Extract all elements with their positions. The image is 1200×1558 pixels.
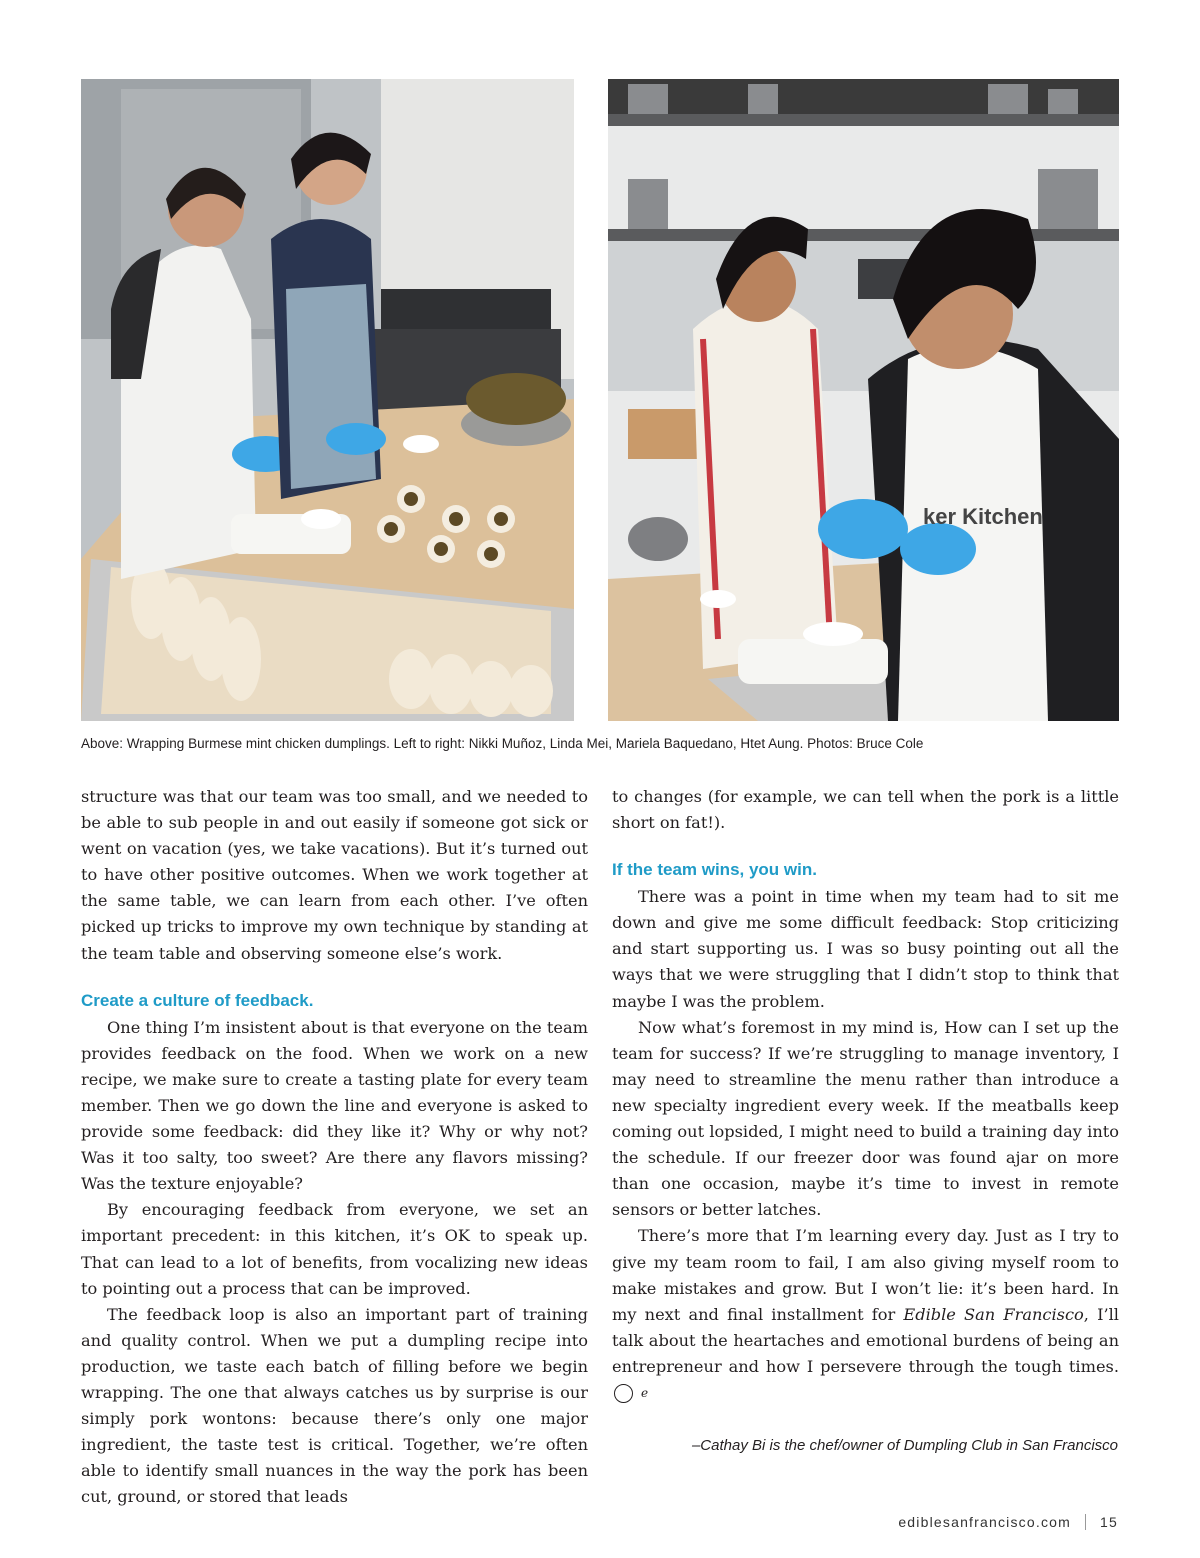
paragraph-text: , I’ll talk about the heartaches and emotional burdens of being an entrepreneur and how I persevere through the tough times.: [612, 1304, 1119, 1376]
paragraph: structure was that our team was too small, and we needed to be able to sub people in and out easily if someone got sick or went on vacation (yes, we take vacations). But it’s turned out to have other positive outcomes. When we work together at the same table, we can learn from each other. I’ve often picked up tricks to improve my own technique by standing at the team table and observing someone else’s work.: [81, 787, 588, 963]
website-url: ediblesanfrancisco.com: [898, 1514, 1072, 1530]
paragraph-final: [612, 1223, 1119, 1406]
section-heading: Create a culture of feedback.: [81, 990, 314, 1010]
paragraph-text: There’s more that I’m learning every day. Just as I try to give my team room to fail, I am also giving myself room to make mistakes and grow. But I won’t lie: it’s been hard. In my next and final installment for: [612, 1226, 1119, 1324]
paragraph: One thing I’m insistent about is that everyone on the team provides feedback on the food. When we work on a new recipe, we make sure to create a tasting plate for every team member. Then we go down the line and everyone is asked to provide some feedback: did they like it? Why or why not? Was it too salty, too sweet? Are there any flavors missing? Was the texture enjoyable?: [81, 1017, 588, 1194]
photo-right-illustration: [608, 79, 1119, 721]
photo-dumpling-wrapping-right: [608, 79, 1119, 721]
apron-text: ker Kitchen: [923, 504, 1043, 529]
photo-dumpling-wrapping-left: [81, 79, 574, 721]
publication-title: Edible San Francisco: [903, 1304, 1084, 1324]
paragraph: Now what’s foremost in my mind is, How can I set up the team for success? If we’re struggling to manage inventory, I may need to streamline the menu rather than introduce a new specialty ingredient every week. If the meatballs keep coming out lopsided, I might need to build a training day into the schedule. If our freezer door was found ajar on more than one occasion, maybe it’s time to invest in remote sensors or better latches.: [612, 1017, 1119, 1220]
end-mark-icon: e: [614, 1384, 633, 1403]
paragraph: to changes (for example, we can tell when the pork is a little short on fat!).: [612, 787, 1119, 833]
page-footer: [898, 1514, 1118, 1530]
paragraph: The feedback loop is also an important part of training and quality control. When we put a dumpling recipe into production, we taste each batch of filling before we begin wrapping. The one that always catches us by surprise is our simply pork wontons: because there’s only one major ingredient, the taste test is critical. Together, we’re often able to identify small nuances in the way the pork has been cut, ground, or stored that leads: [81, 1304, 588, 1507]
article-column-right: [612, 784, 1119, 1406]
author-byline: –Cathay Bi is the chef/owner of Dumpling Club in San Francisco: [691, 1437, 1118, 1454]
article-column-left: [81, 784, 588, 1510]
paragraph: By encouraging feedback from everyone, we set an important precedent: in this kitchen, it’s OK to speak up. That can lead to a lot of benefits, from vocalizing new ideas to pointing out a process that can be improved.: [81, 1200, 588, 1298]
section-heading: If the team wins, you win.: [612, 860, 817, 880]
paragraph: There was a point in time when my team had to sit me down and give me some difficult feedback: Stop criticizing and start supporting us. I was so busy pointing out all the ways that we were struggling that I didn’t stop to think that maybe I was the problem.: [612, 887, 1119, 1011]
photo-caption: Above: Wrapping Burmese mint chicken dumplings. Left to right: Nikki Muñoz, Linda Mei, Mariela Baquedano, Htet Aung. Photos: Bruce Cole: [81, 736, 924, 751]
footer-divider: [1085, 1514, 1086, 1530]
page-number: 15: [1100, 1514, 1118, 1530]
photo-left-illustration: [81, 79, 574, 721]
